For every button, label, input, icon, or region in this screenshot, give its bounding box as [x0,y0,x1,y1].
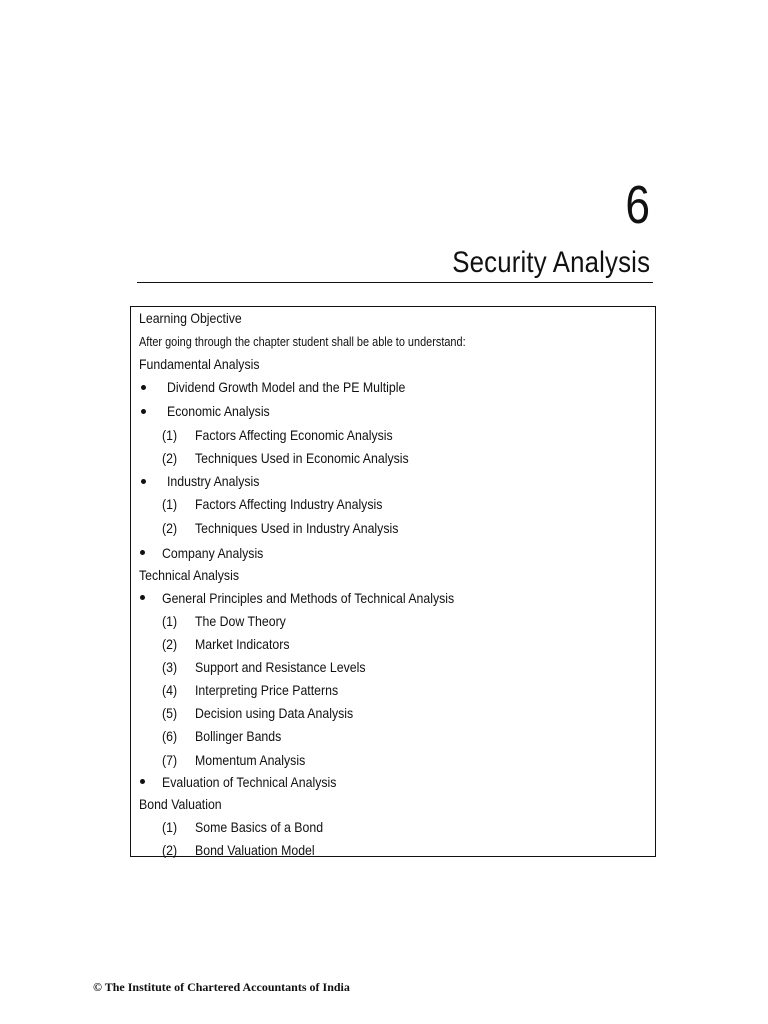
subitem-label: Some Basics of a Bond [195,819,324,835]
subitem-label: Factors Affecting Industry Analysis [195,496,383,512]
subitem-number: (1) [162,613,178,629]
subitem-label: Support and Resistance Levels [195,659,366,675]
bond-valuation-heading: Bond Valuation [139,796,222,812]
subitem-label: Techniques Used in Economic Analysis [195,450,409,466]
subitem-number: (1) [162,496,178,512]
bullet-icon [141,409,146,414]
fundamental-analysis-heading: Fundamental Analysis [139,356,260,372]
technical-analysis-heading: Technical Analysis [139,567,239,583]
subitem-label: The Dow Theory [195,613,286,629]
subitem-number: (6) [162,728,178,744]
subitem-label: Factors Affecting Economic Analysis [195,427,393,443]
subitem-number: (5) [162,705,178,721]
subitem-number: (2) [162,450,178,466]
subitem-number: (2) [162,636,178,652]
list-item-general-principles: General Principles and Methods of Technical Analysis [162,590,455,606]
subitem-number: (2) [162,520,178,536]
list-item-dividend-growth: Dividend Growth Model and the PE Multiple [167,379,406,395]
subitem-label: Decision using Data Analysis [195,705,354,721]
chapter-number: 6 [625,175,650,235]
subitem-label: Techniques Used in Industry Analysis [195,520,399,536]
bullet-icon [140,595,145,600]
subitem-label: Interpreting Price Patterns [195,682,339,698]
bullet-icon [140,550,145,555]
list-item-industry-analysis: Industry Analysis [167,473,260,489]
subitem-number: (2) [162,842,178,858]
subitem-label: Bond Valuation Model [195,842,315,858]
list-item-evaluation-technical: Evaluation of Technical Analysis [162,774,337,790]
subitem-number: (1) [162,427,178,443]
subitem-number: (7) [162,752,178,768]
bullet-icon [141,479,146,484]
bullet-icon [141,385,146,390]
bullet-icon [140,779,145,784]
subitem-number: (1) [162,819,178,835]
subitem-number: (3) [162,659,178,675]
list-item-economic-analysis: Economic Analysis [167,403,270,419]
title-rule [137,282,653,283]
list-item-company-analysis: Company Analysis [162,545,264,561]
subitem-number: (4) [162,682,178,698]
objective-heading: Learning Objective [139,310,242,326]
subitem-label: Bollinger Bands [195,728,282,744]
chapter-title: Security Analysis [452,246,650,279]
subitem-label: Market Indicators [195,636,290,652]
subitem-label: Momentum Analysis [195,752,306,768]
objective-intro: After going through the chapter student shall be able to understand: [139,334,466,349]
footer-copyright: © The Institute of Chartered Accountants of India [93,980,350,994]
